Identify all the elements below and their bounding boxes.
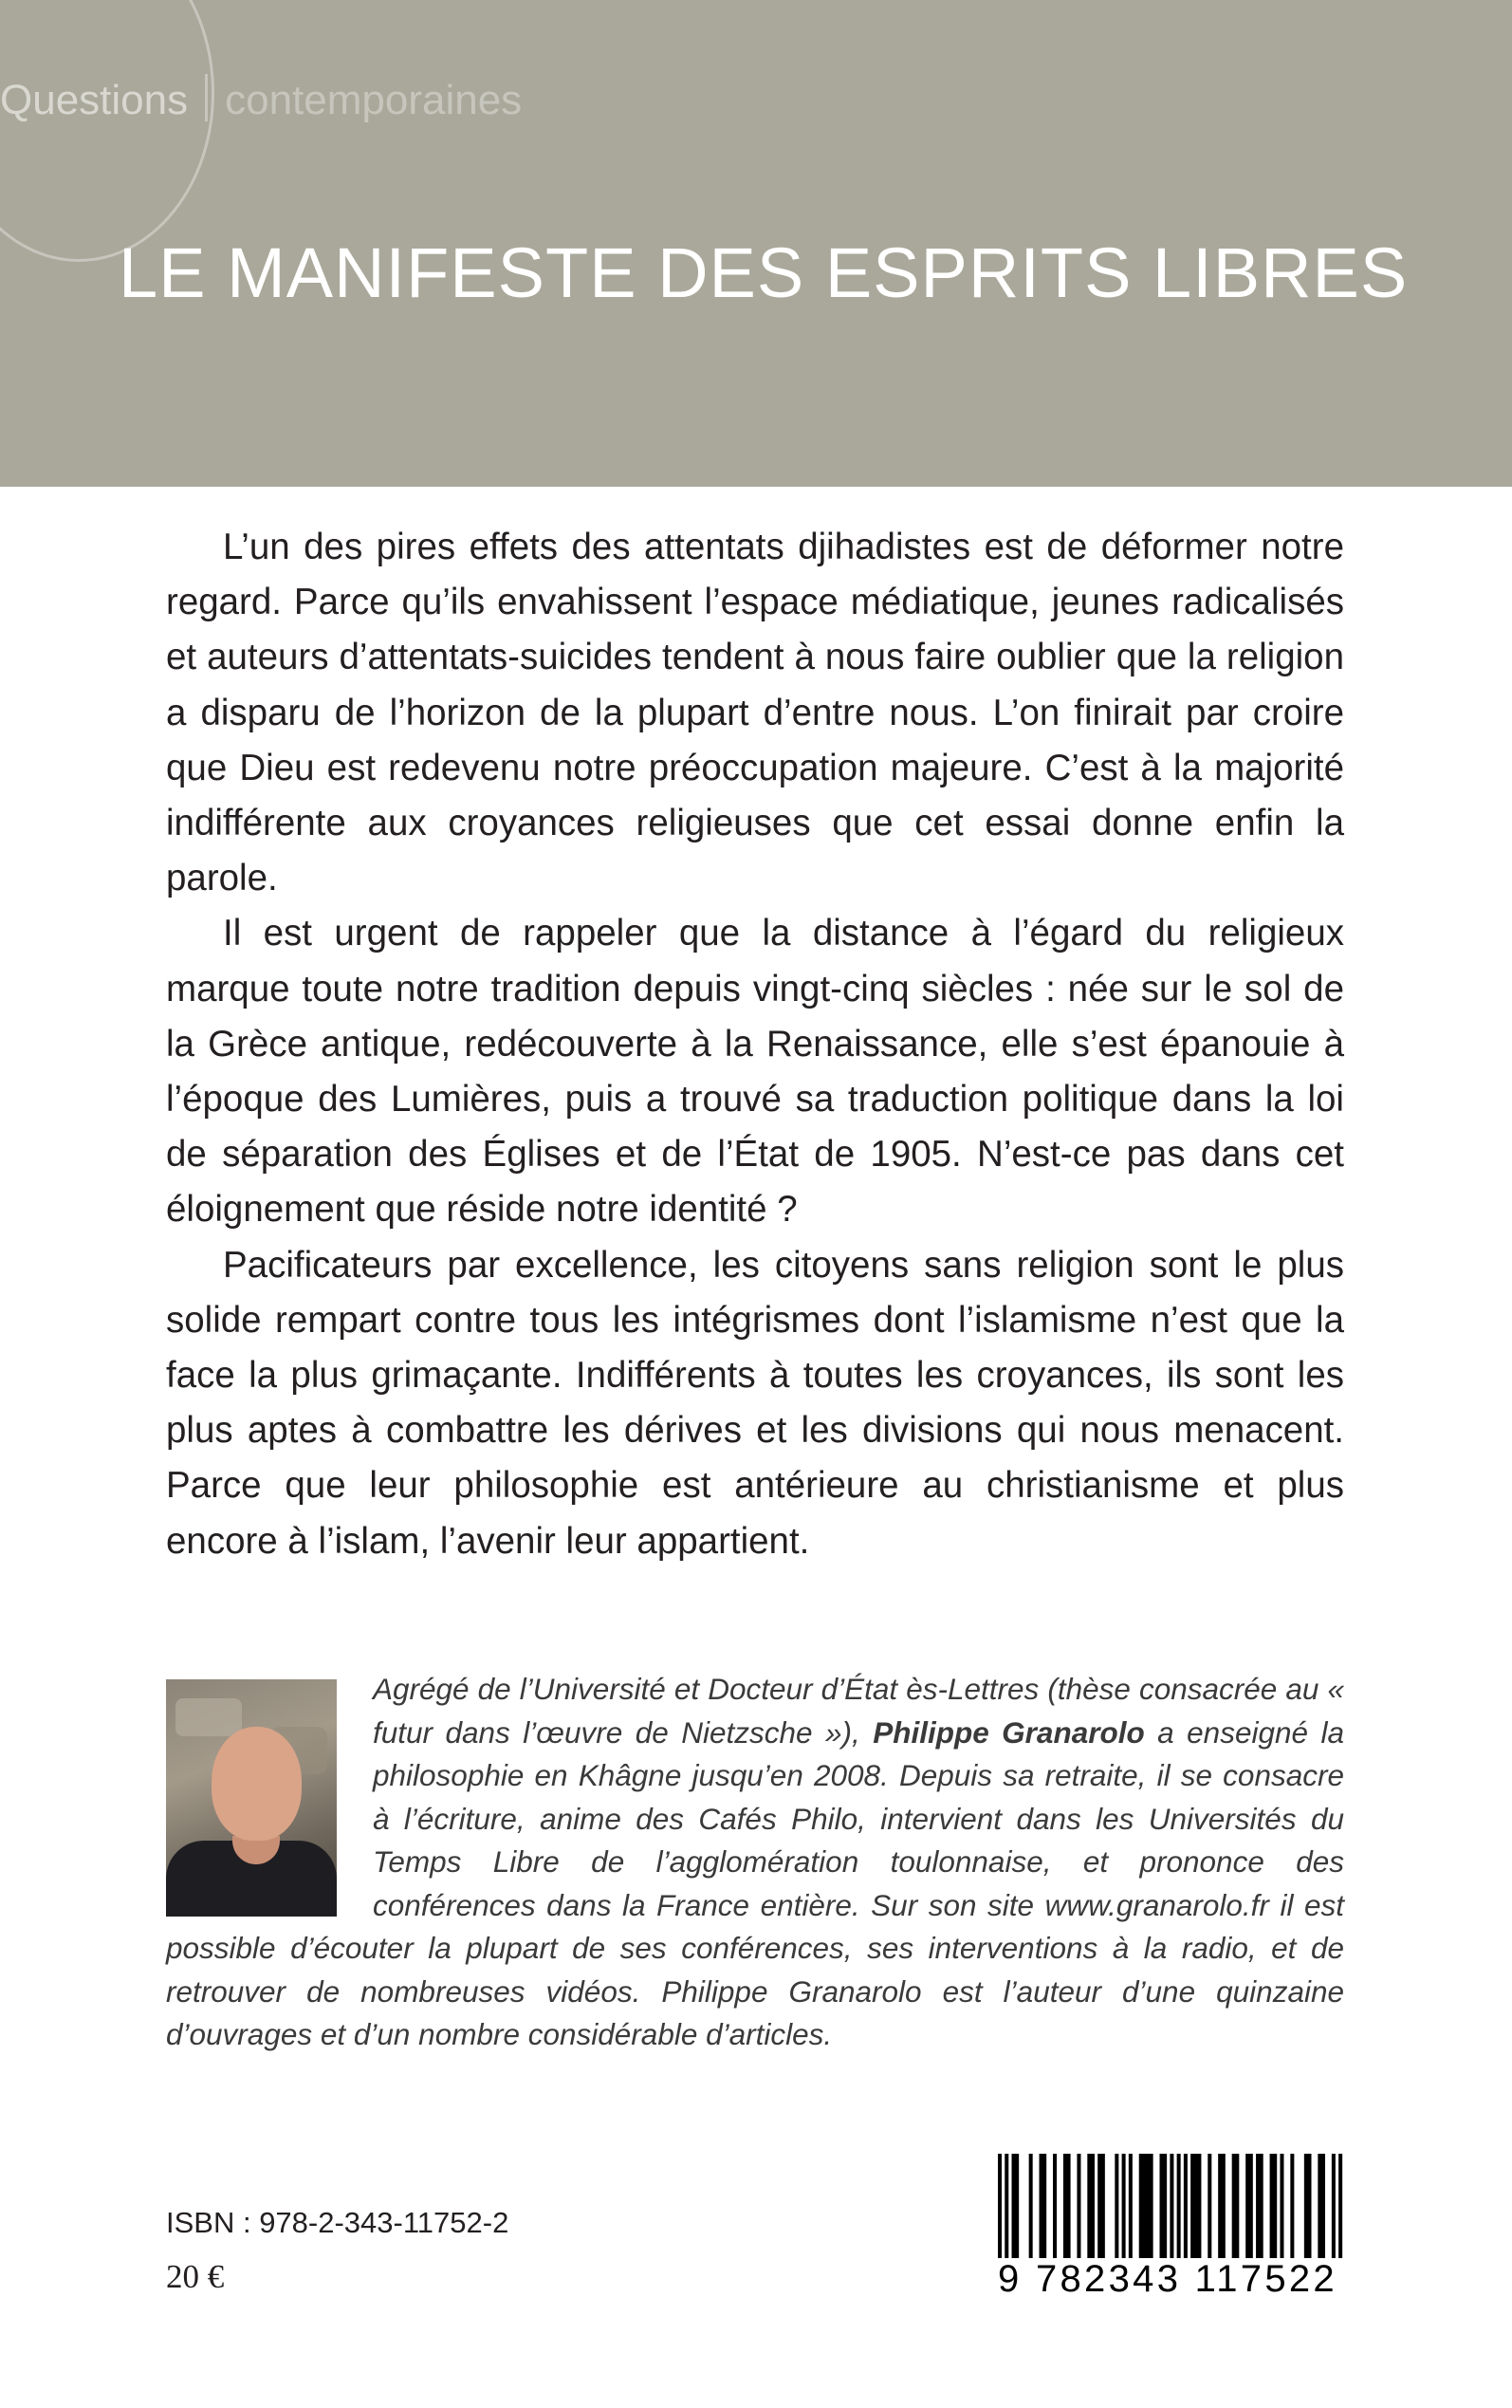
barcode-bar — [1042, 2154, 1046, 2258]
barcode-bars — [998, 2154, 1349, 2258]
barcode-bar — [1194, 2154, 1198, 2258]
blurb-paragraph-1: L’un des pires effets des attentats djihadistes est de déformer notre regard. Parce qu’ils envahissent l’espace médiatique, jeunes radicalisés et auteurs d’attentats-suicides tendent à nous faire oublier que la religion a disparu de l’horizon de la plupart d’entre nous. L’on finirait par croire que Dieu est redevenu notre préoccupation majeure. C’est à la majorité indifférente aux croyances religieuses que cet essai donne enfin la parole. — [166, 527, 1344, 899]
barcode-bar — [1232, 2154, 1236, 2258]
barcode-bar — [1053, 2154, 1057, 2258]
barcode-bar — [1087, 2154, 1091, 2258]
barcode-bar — [1249, 2154, 1253, 2258]
barcode-bar — [1159, 2154, 1163, 2258]
barcode-bar — [1091, 2154, 1095, 2258]
barcode-bar — [1280, 2154, 1283, 2258]
series-word-2: contemporaines — [225, 77, 523, 123]
barcode-bar — [1077, 2154, 1080, 2258]
barcode-bar — [1273, 2154, 1277, 2258]
author-photo — [166, 1679, 337, 1917]
barcode-bar — [1235, 2154, 1239, 2258]
barcode-bar — [1260, 2154, 1263, 2258]
bio-text-end: a enseigné la philosophie en Khâgne jusqu’en 2008. Depuis sa retraite, il se consacre à l’écriture, anime des Cafés Philo, intervient dans les Universités du Temps Libre de l’agglomération toulonnaise, et prononce des conférences dans la France entière. Sur son site www.granarolo.fr il est possible d’écouter la plupart de ses conférences, ses interventions à la radio, et de retrouver de nombreuses vidéos. Philippe Granarolo est l’auteur d’une quinzaine d’ouvrages et d’un nombre considérable d’articles. — [166, 1714, 1344, 2051]
isbn-text: ISBN : 978-2-343-11752-2 — [166, 2206, 509, 2239]
barcode-bar — [1146, 2154, 1150, 2258]
barcode-bar — [1040, 2154, 1043, 2258]
blurb-paragraph-3: Pacificateurs par excellence, les citoyens sans religion sont le plus solide rempart contre tous les intégrismes dont l’islamisme n’est que la face la plus grimaçante. Indifférents à toutes les croyances, ils sont les plus aptes à combattre les dérives et les divisions qui nous menacent. Parce que leur philosophie est antérieure au christianisme et plus encore à l’islam, l’avenir leur appartient. — [166, 1244, 1344, 1562]
barcode-bar — [1332, 2154, 1336, 2258]
barcode-bar — [1139, 2154, 1143, 2258]
decorative-ring — [0, 0, 214, 262]
barcode-bar — [1245, 2154, 1249, 2258]
book-title: LE MANIFESTE DES ESPRITS LIBRES — [119, 233, 1409, 312]
barcode-bar — [1270, 2154, 1274, 2258]
barcode-bar — [1318, 2154, 1321, 2258]
barcode-bar — [1170, 2154, 1173, 2258]
barcode-bar — [1150, 2154, 1153, 2258]
barcode-bar — [1177, 2154, 1181, 2258]
barcode-bar — [1184, 2154, 1188, 2258]
barcode-bar — [1005, 2154, 1008, 2258]
barcode-bar — [1097, 2154, 1101, 2258]
barcode-bar — [1067, 2154, 1071, 2258]
author-name: Philippe Granarolo — [873, 1714, 1145, 1750]
barcode-bar — [998, 2154, 1002, 2258]
barcode-bar — [1218, 2154, 1222, 2258]
barcode-bar — [1029, 2154, 1033, 2258]
blurb-paragraph-2: Il est urgent de rappeler que la distance à l’égard du religieux marque toute notre tradition depuis vingt-cinq siècles : née sur le sol de la Grèce antique, redécouverte à la Renaissance, elle s’est épanouie à l’époque des Lumières, puis a trouvé sa traduction politique dans la loi de séparation des Églises et de l’État de 1905. N’est-ce pas dans cet éloignement que réside notre identité ? — [166, 913, 1344, 1231]
author-bio — [166, 1668, 1344, 2057]
barcode-digits: 9 782343 117522 — [998, 2258, 1337, 2300]
barcode-bar — [1290, 2154, 1294, 2258]
barcode-bar — [1063, 2154, 1067, 2258]
barcode-bar — [1338, 2154, 1342, 2258]
series-name — [0, 74, 522, 124]
series-separator — [205, 74, 208, 121]
barcode-bar — [1163, 2154, 1167, 2258]
barcode-bar — [1256, 2154, 1260, 2258]
barcode-bar — [1190, 2154, 1194, 2258]
barcode-bar — [1197, 2154, 1201, 2258]
barcode-bar — [1012, 2154, 1016, 2258]
bio-text-start: Agrégé de l’Université et Docteur d’État ès-Lettres (thèse consacrée au « futur dans l’œuvre de Nietzsche »), — [373, 1672, 1344, 1750]
barcode-bar — [1101, 2154, 1105, 2258]
barcode-bar — [1307, 2154, 1311, 2258]
cover-header-band — [0, 0, 1512, 487]
barcode-bar — [1208, 2154, 1211, 2258]
barcode-bar — [1321, 2154, 1325, 2258]
barcode-bar — [1304, 2154, 1308, 2258]
barcode-bar — [1122, 2154, 1126, 2258]
barcode-bar — [1129, 2154, 1133, 2258]
price-text: 20 € — [166, 2258, 225, 2295]
barcode-bar — [1115, 2154, 1118, 2258]
back-cover-blurb — [166, 520, 1344, 1569]
series-word-1: Questions — [0, 77, 189, 123]
barcode-bar — [1142, 2154, 1146, 2258]
barcode-bar — [1222, 2154, 1226, 2258]
barcode-bar — [1015, 2154, 1019, 2258]
